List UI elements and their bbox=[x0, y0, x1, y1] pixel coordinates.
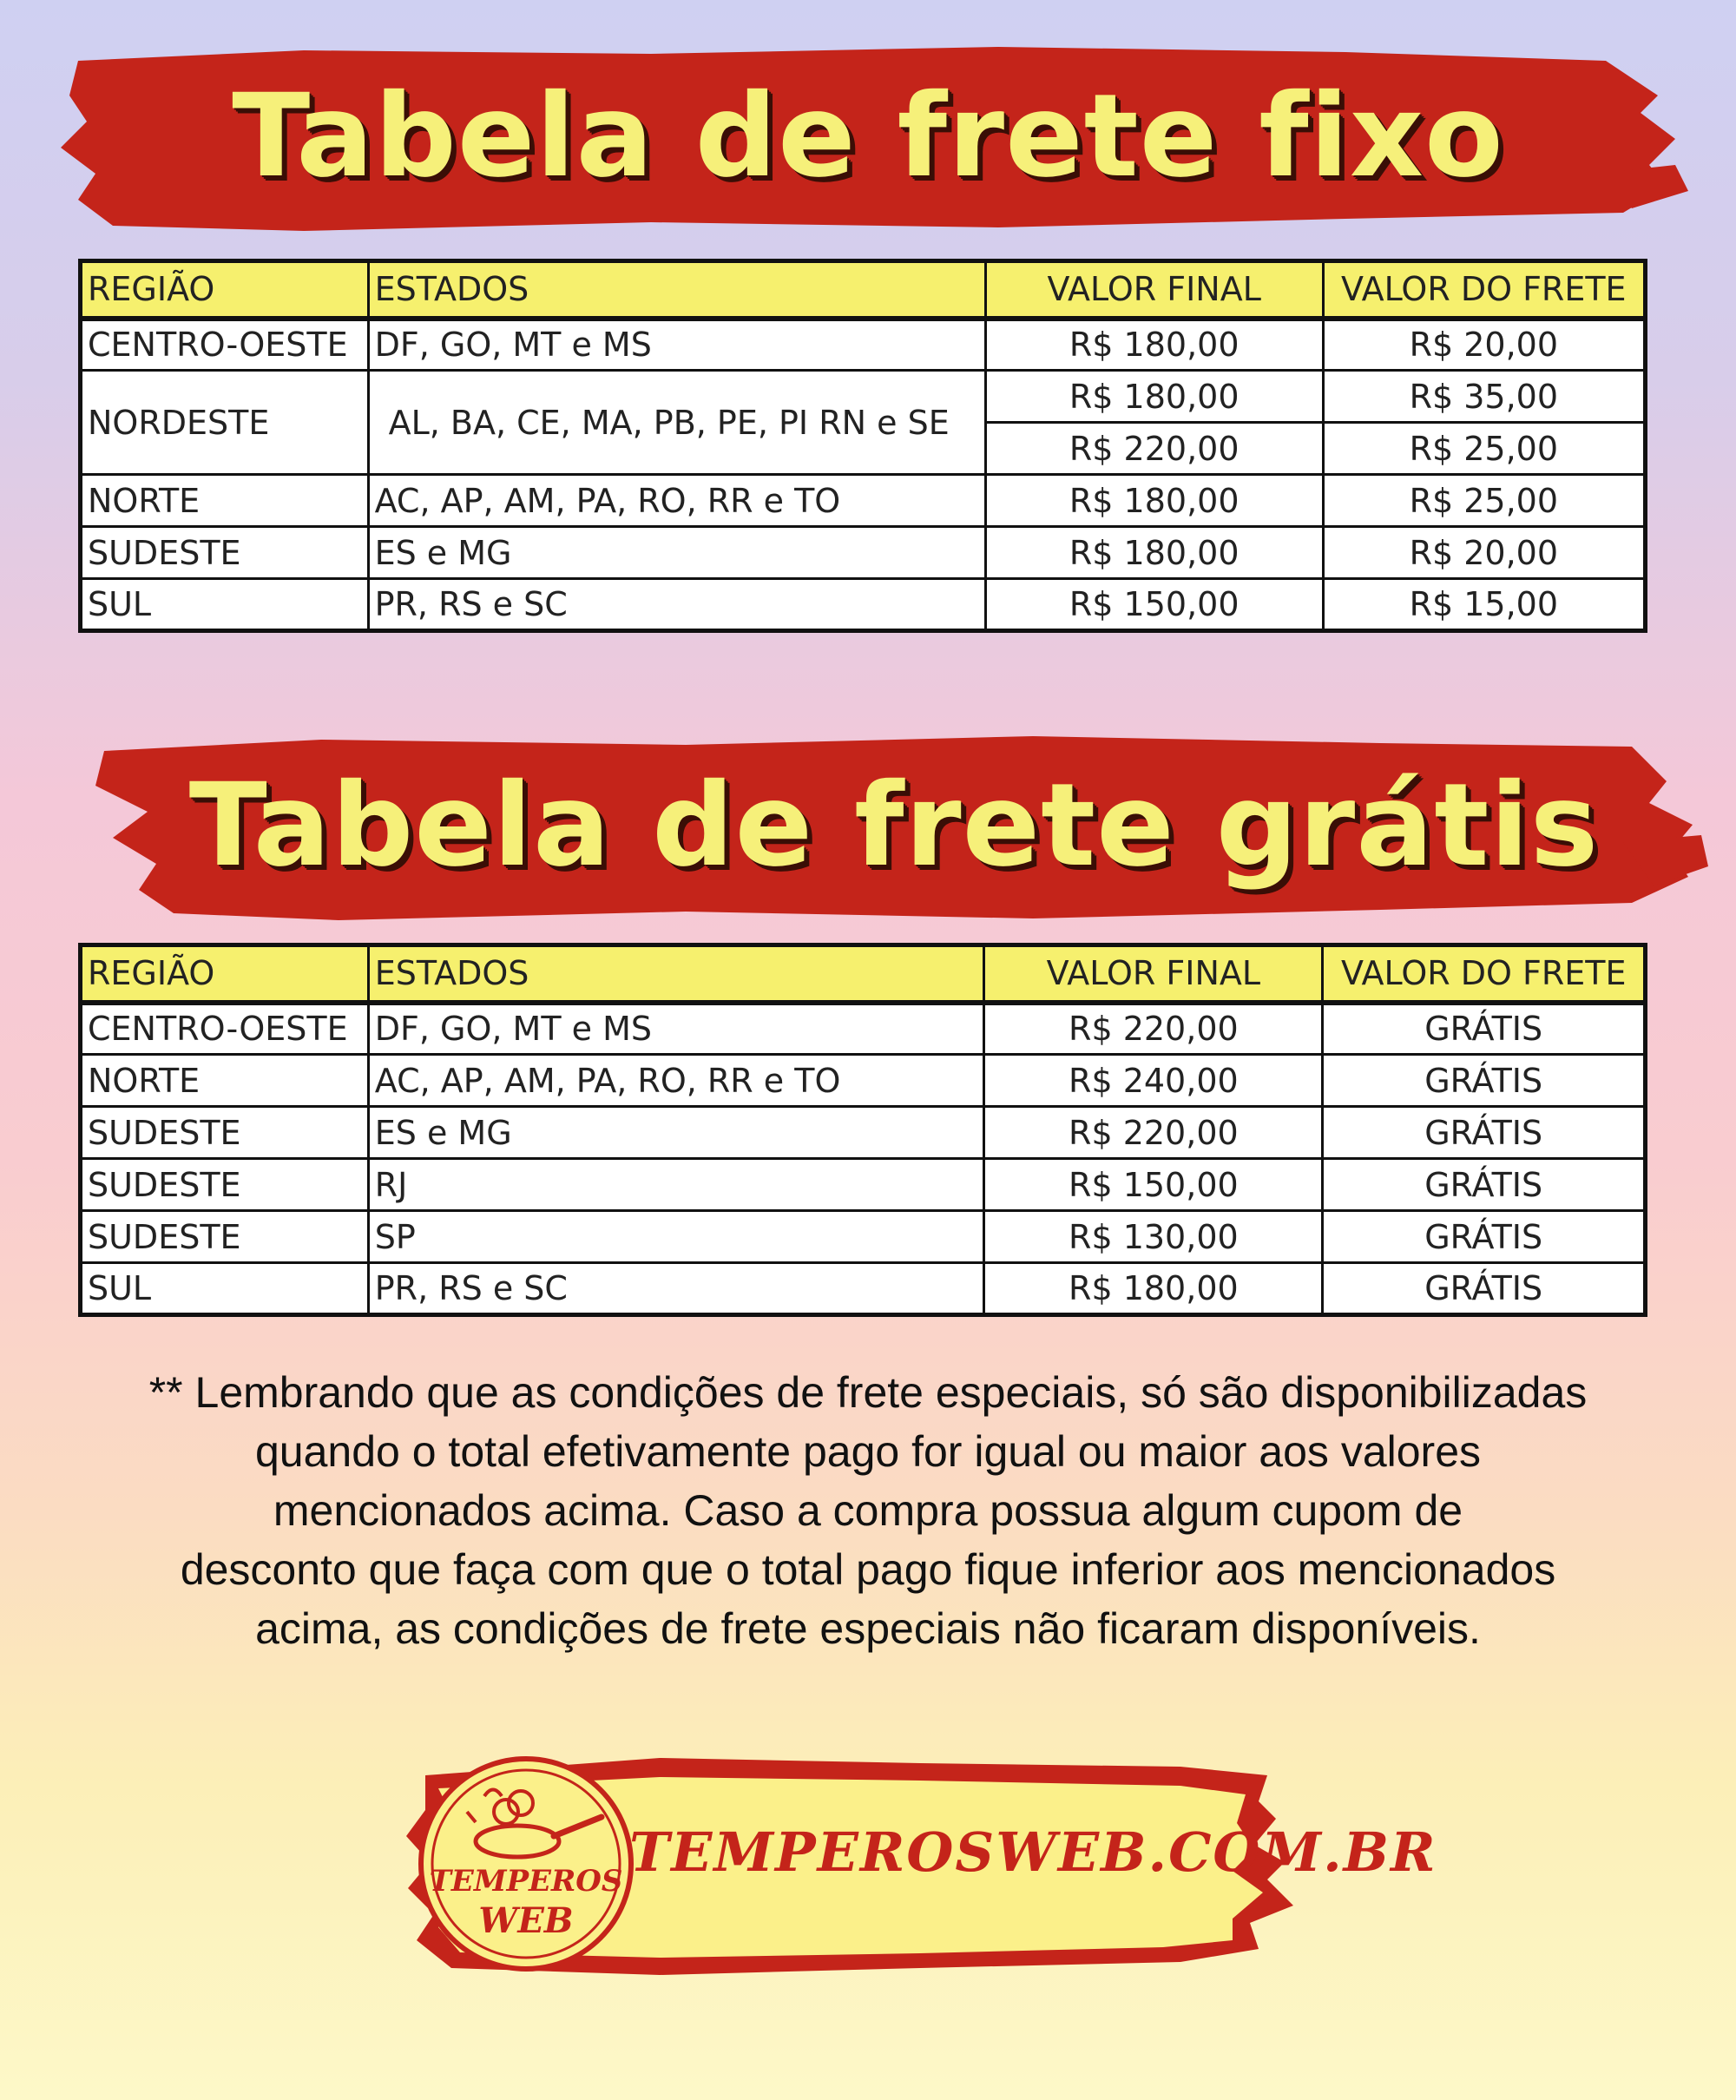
cell-regiao: SUDESTE bbox=[81, 527, 369, 579]
logo-text-web: WEB bbox=[478, 1900, 574, 1941]
cell-valor-frete: GRÁTIS bbox=[1323, 1211, 1646, 1263]
banner-frete-fixo bbox=[43, 35, 1693, 252]
cell-estados: PR, RS e SC bbox=[368, 1263, 984, 1315]
header-valor-frete: VALOR DO FRETE bbox=[1323, 945, 1646, 1003]
aviso-line: acima, as condições de frete especiais não ficaram disponíveis. bbox=[255, 1604, 1481, 1653]
cell-valor-final: R$ 150,00 bbox=[984, 1159, 1323, 1211]
cell-estados: DF, GO, MT e MS bbox=[368, 1003, 984, 1055]
cell-valor-final: R$ 150,00 bbox=[985, 579, 1323, 631]
cell-regiao: SUDESTE bbox=[81, 1159, 369, 1211]
logo-text-temperos: TEMPEROS bbox=[429, 1864, 623, 1899]
cell-regiao: SUDESTE bbox=[81, 1211, 369, 1263]
footer-logo-banner bbox=[399, 1741, 1437, 2001]
table-row bbox=[81, 527, 1646, 579]
cell-valor-final: R$ 180,00 bbox=[984, 1263, 1323, 1315]
cell-regiao: SUL bbox=[81, 579, 369, 631]
banner-frete-gratis bbox=[78, 721, 1710, 938]
banner-title: Tabela de frete grátis bbox=[188, 759, 1600, 892]
cell-valor-final: R$ 220,00 bbox=[984, 1107, 1323, 1159]
site-url-text: TEMPEROSWEB.COM.BR bbox=[629, 1820, 1437, 1884]
cell-valor-frete: R$ 35,00 bbox=[1323, 371, 1645, 423]
cell-valor-frete: GRÁTIS bbox=[1323, 1263, 1646, 1315]
table-row bbox=[81, 319, 1646, 371]
header-valor-final: VALOR FINAL bbox=[984, 945, 1323, 1003]
header-valor-frete: VALOR DO FRETE bbox=[1323, 261, 1645, 319]
cell-regiao: NORDESTE bbox=[81, 371, 369, 475]
cell-estados: PR, RS e SC bbox=[368, 579, 985, 631]
table-row bbox=[81, 371, 1646, 423]
cell-estados: AC, AP, AM, PA, RO, RR e TO bbox=[368, 475, 985, 527]
table-header-row bbox=[81, 945, 1646, 1003]
table-row bbox=[81, 1055, 1646, 1107]
tabela-frete-fixo bbox=[78, 259, 1647, 633]
table-row bbox=[81, 1159, 1646, 1211]
cell-valor-frete: GRÁTIS bbox=[1323, 1107, 1646, 1159]
cell-valor-final: R$ 180,00 bbox=[985, 371, 1323, 423]
cell-valor-frete: R$ 15,00 bbox=[1323, 579, 1645, 631]
aviso-frete bbox=[26, 1363, 1710, 1658]
cell-valor-final: R$ 180,00 bbox=[985, 475, 1323, 527]
tabela-frete-gratis bbox=[78, 943, 1647, 1317]
cell-valor-final: R$ 130,00 bbox=[984, 1211, 1323, 1263]
table-row bbox=[81, 1263, 1646, 1315]
cell-valor-final: R$ 220,00 bbox=[985, 423, 1323, 475]
cell-estados: AL, BA, CE, MA, PB, PE, PI RN e SE bbox=[368, 371, 985, 475]
cell-valor-frete: GRÁTIS bbox=[1323, 1159, 1646, 1211]
aviso-line: desconto que faça com que o total pago fique inferior aos mencionados bbox=[180, 1545, 1556, 1594]
aviso-line: ** Lembrando que as condições de frete especiais, só são disponibilizadas bbox=[148, 1368, 1588, 1417]
cell-estados: DF, GO, MT e MS bbox=[368, 319, 985, 371]
cell-valor-final: R$ 240,00 bbox=[984, 1055, 1323, 1107]
cell-estados: RJ bbox=[368, 1159, 984, 1211]
banner-title: Tabela de frete fixo bbox=[232, 69, 1504, 203]
cell-regiao: NORTE bbox=[81, 475, 369, 527]
header-regiao: REGIÃO bbox=[81, 261, 369, 319]
header-estados: ESTADOS bbox=[368, 945, 984, 1003]
cell-estados: ES e MG bbox=[368, 1107, 984, 1159]
cell-valor-final: R$ 220,00 bbox=[984, 1003, 1323, 1055]
cell-valor-frete: R$ 20,00 bbox=[1323, 319, 1645, 371]
table-row bbox=[81, 1003, 1646, 1055]
cell-regiao: SUDESTE bbox=[81, 1107, 369, 1159]
cell-estados: AC, AP, AM, PA, RO, RR e TO bbox=[368, 1055, 984, 1107]
cell-estados: SP bbox=[368, 1211, 984, 1263]
cell-valor-frete: R$ 20,00 bbox=[1323, 527, 1645, 579]
cell-estados: ES e MG bbox=[368, 527, 985, 579]
table-row bbox=[81, 1107, 1646, 1159]
header-valor-final: VALOR FINAL bbox=[985, 261, 1323, 319]
temperos-web-logo bbox=[418, 1756, 634, 1972]
cell-valor-frete: R$ 25,00 bbox=[1323, 423, 1645, 475]
cell-regiao: NORTE bbox=[81, 1055, 369, 1107]
table-row bbox=[81, 579, 1646, 631]
cell-valor-final: R$ 180,00 bbox=[985, 319, 1323, 371]
cell-regiao: SUL bbox=[81, 1263, 369, 1315]
cell-valor-frete: R$ 25,00 bbox=[1323, 475, 1645, 527]
table-row bbox=[81, 1211, 1646, 1263]
aviso-line: mencionados acima. Caso a compra possua algum cupom de bbox=[273, 1486, 1463, 1535]
table-header-row bbox=[81, 261, 1646, 319]
header-regiao: REGIÃO bbox=[81, 945, 369, 1003]
cell-valor-frete: GRÁTIS bbox=[1323, 1003, 1646, 1055]
table-row bbox=[81, 475, 1646, 527]
cell-regiao: CENTRO-OESTE bbox=[81, 1003, 369, 1055]
cell-valor-final: R$ 180,00 bbox=[985, 527, 1323, 579]
header-estados: ESTADOS bbox=[368, 261, 985, 319]
cell-regiao: CENTRO-OESTE bbox=[81, 319, 369, 371]
aviso-line: quando o total efetivamente pago for igual ou maior aos valores bbox=[254, 1427, 1481, 1476]
cell-valor-frete: GRÁTIS bbox=[1323, 1055, 1646, 1107]
